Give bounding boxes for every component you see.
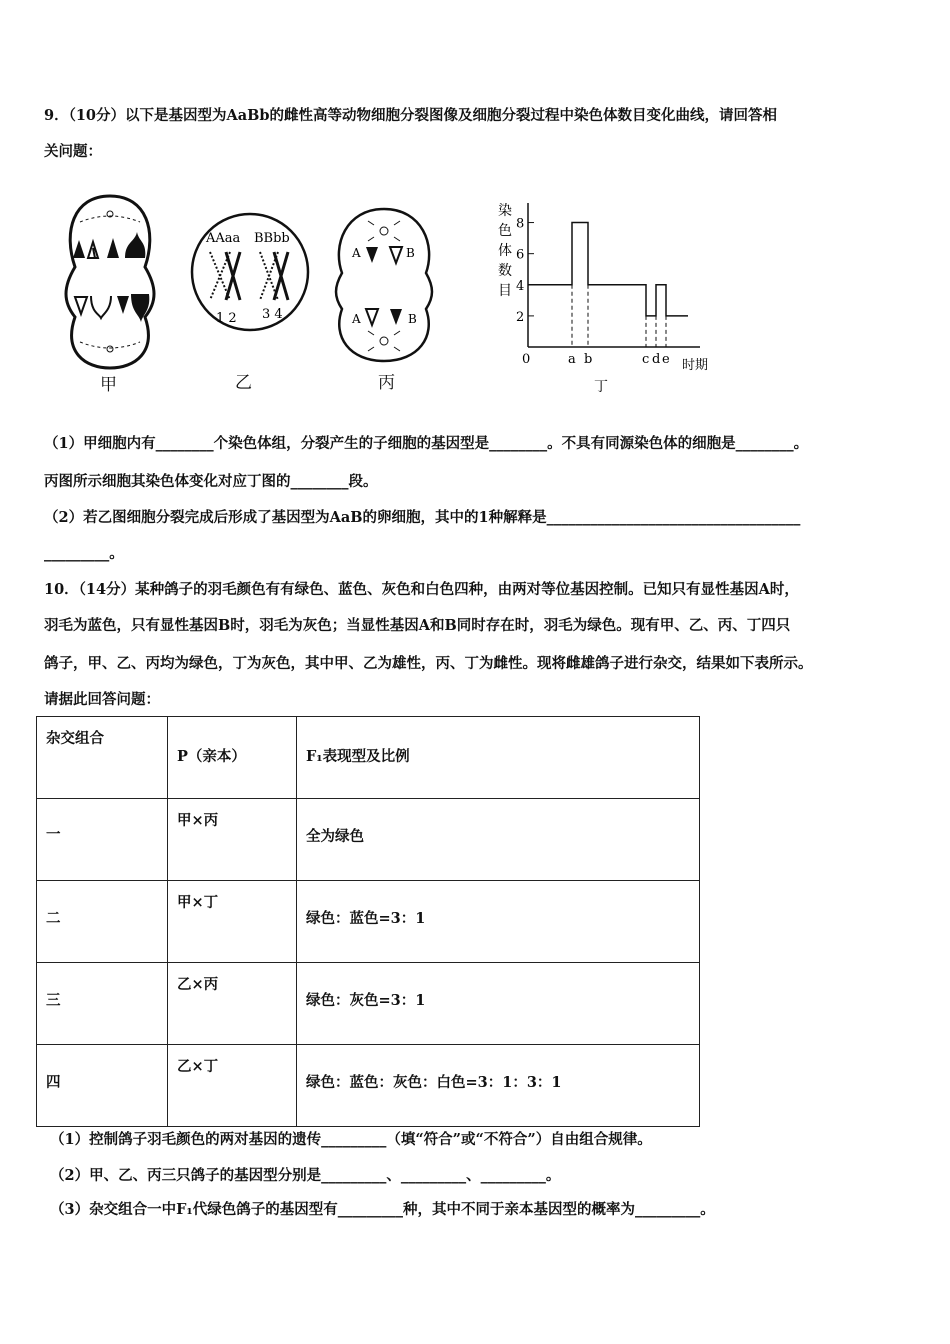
row1-group: 一 bbox=[46, 826, 61, 843]
cross-results-table bbox=[36, 716, 700, 1127]
chart-ytick-label: 4 bbox=[516, 278, 525, 294]
header-cross-group: 杂交组合 bbox=[46, 730, 104, 747]
label-yi: 乙 bbox=[235, 373, 252, 393]
row2-group: 二 bbox=[46, 910, 61, 927]
chart-ylabel-char: 数 bbox=[498, 263, 512, 279]
chart-xtick-label: 0 bbox=[522, 352, 531, 367]
table-row bbox=[37, 963, 700, 1045]
row3-group: 三 bbox=[46, 992, 61, 1009]
q9-sub2-line2: _________。 bbox=[44, 545, 124, 562]
chart-xtick-label: e bbox=[662, 352, 670, 367]
chart-ytick-label: 2 bbox=[516, 309, 525, 325]
row3-parents: 乙×丙 bbox=[177, 976, 219, 993]
chart-ytick-label: 8 bbox=[516, 216, 525, 232]
chart-series-line bbox=[528, 223, 688, 316]
chart-ylabel bbox=[498, 202, 512, 299]
chart-ylabel-char: 染 bbox=[498, 203, 512, 219]
chart-xlabel: 时期 bbox=[682, 358, 709, 373]
q10-stem-line1: 10．（14分）某种鸽子的羽毛颜色有有绿色、蓝色、灰色和白色四种，由两对等位基因控制。已知只有显性基因A时， bbox=[44, 581, 799, 598]
row1-f1: 全为绿色 bbox=[306, 828, 364, 845]
yi-numbers-right: 3 4 bbox=[262, 307, 283, 322]
cell-jia-figure bbox=[55, 192, 165, 372]
q10-stem-line2: 羽毛为蓝色，只有显性基因B时，羽毛为灰色；当显性基因A和B同时存在时，羽毛为绿色。现有甲、乙、丙、丁四只 bbox=[44, 617, 791, 634]
bing-gene-bottom-a: A bbox=[352, 312, 361, 326]
q10-sub1: （1）控制鸽子羽毛颜色的两对基因的遗传_________（填“符合”或“不符合”）自由组合规律。 bbox=[50, 1131, 652, 1148]
q10-stem-line3: 鸽子，甲、乙、丙均为绿色，丁为灰色，其中甲、乙为雄性，丙、丁为雌性。现将雌雄鸽子进行杂交，结果如下表所示。 bbox=[44, 655, 813, 672]
bing-gene-top-a: A bbox=[352, 246, 361, 260]
cell-yi-figure bbox=[188, 210, 313, 335]
chart-ylabel-char: 目 bbox=[498, 283, 512, 299]
yi-genes-a: AAaa bbox=[206, 231, 241, 246]
row4-parents: 乙×丁 bbox=[177, 1058, 219, 1075]
chart-xtick-label: a bbox=[568, 352, 576, 367]
table-row bbox=[37, 799, 700, 881]
row4-f1: 绿色：蓝色：灰色：白色=3：1：3：1 bbox=[306, 1074, 562, 1091]
chart-title: 丁 bbox=[594, 379, 608, 395]
q9-sub2-line1: （2）若乙图细胞分裂完成后形成了基因型为AaB的卵细胞，其中的1种解释是___________________________________ bbox=[44, 509, 801, 526]
chart-xtick-label: c bbox=[642, 352, 650, 367]
chart-xtick-label: b bbox=[584, 352, 593, 367]
q9-stem-line2: 关问题： bbox=[44, 143, 102, 160]
yi-genes-b: BBbb bbox=[254, 231, 290, 246]
row2-f1: 绿色：蓝色=3：1 bbox=[306, 910, 426, 927]
chart-ytick-label: 6 bbox=[516, 247, 525, 263]
q10-stem-line4: 请据此回答问题： bbox=[44, 691, 160, 708]
row3-f1: 绿色：灰色=3：1 bbox=[306, 992, 426, 1009]
row2-parents: 甲×丁 bbox=[177, 894, 219, 911]
bing-gene-top-b: B bbox=[406, 246, 415, 260]
table-row bbox=[37, 881, 700, 963]
chart-ylabel-char: 体 bbox=[498, 243, 512, 259]
row4-group: 四 bbox=[46, 1074, 61, 1091]
label-bing: 丙 bbox=[378, 373, 395, 393]
q9-sub1-line1: （1）甲细胞内有________个染色体组，分裂产生的子细胞的基因型是________。不具有同源染色体的细胞是________。 bbox=[44, 435, 809, 452]
header-f1-ratio: F₁表现型及比例 bbox=[306, 748, 410, 765]
chart-ylabel-char: 色 bbox=[498, 223, 512, 239]
header-parents: P（亲本） bbox=[177, 748, 246, 765]
q10-sub2: （2）甲、乙、丙三只鸽子的基因型分别是_________、_________、_________。 bbox=[50, 1167, 561, 1184]
bing-gene-bottom-b: B bbox=[408, 312, 417, 326]
chart-ding bbox=[490, 195, 720, 400]
cell-bing-figure bbox=[328, 205, 440, 365]
table-row bbox=[37, 1045, 700, 1127]
chart-xtick-label: d bbox=[652, 352, 661, 367]
yi-numbers-left: 1 2 bbox=[216, 311, 237, 326]
label-jia: 甲 bbox=[100, 375, 117, 395]
row1-parents: 甲×丙 bbox=[177, 812, 219, 829]
q9-sub1-line2: 丙图所示细胞其染色体变化对应丁图的________段。 bbox=[44, 473, 378, 490]
table-header-row bbox=[37, 717, 700, 799]
q9-stem-line1: 9．（10分）以下是基因型为AaBb的雌性高等动物细胞分裂图像及细胞分裂过程中染色体数目变化曲线，请回答相 bbox=[44, 107, 778, 124]
q10-sub3: （3）杂交组合一中F₁代绿色鸽子的基因型有_________种，其中不同于亲本基因型的概率为_________。 bbox=[50, 1201, 715, 1218]
